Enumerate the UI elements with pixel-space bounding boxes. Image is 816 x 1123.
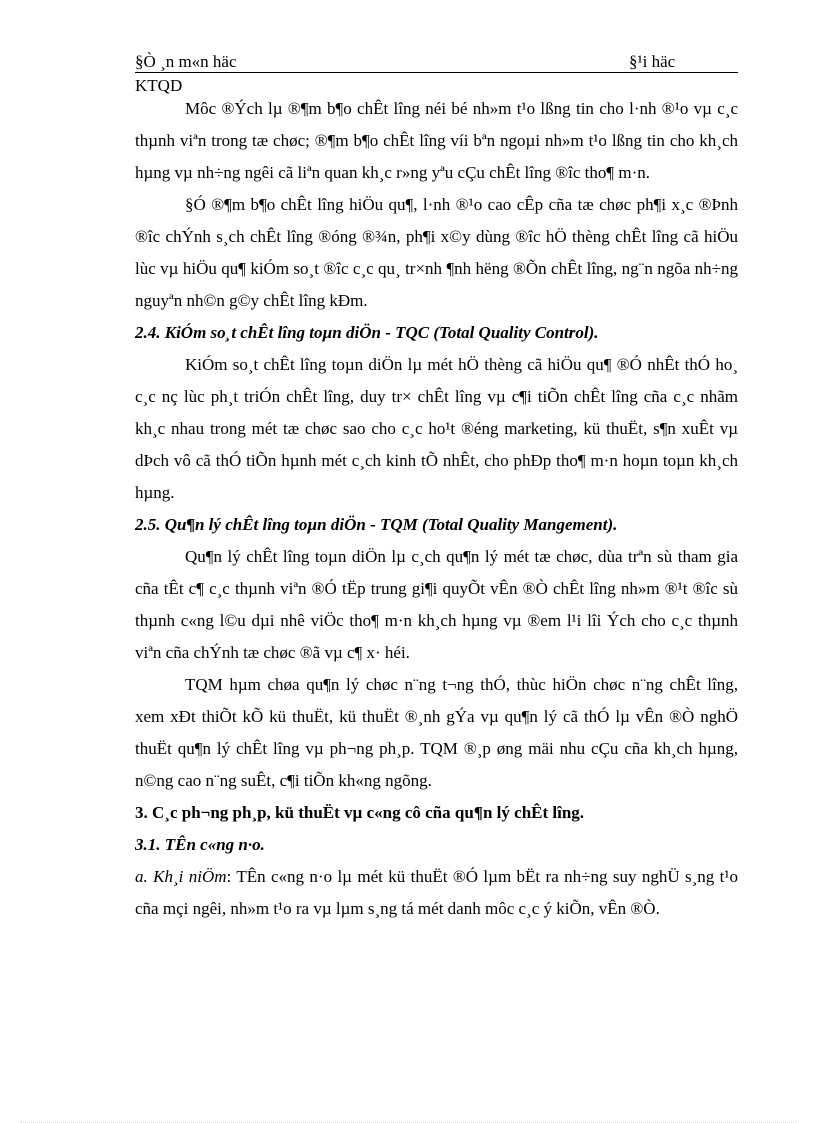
paragraph-tqm-definition: Qu¶n lý chÊt lîng toµn diÖn lµ c¸ch qu¶n lý mét tæ chøc, dùa trªn sù tham gia cña tÊt c¶ c¸c thµnh viªn ®Ó tËp trung gi¶i quyÕt vÊn ®Ò chÊt lîng nh»m ®¹t ®îc sù thµnh c«ng l©u dµi nhê viÖc tho¶ m·n kh¸ch hµng vµ ®em l¹i lîi Ých cho c¸c thµnh viªn cña chÝnh tæ chøc ®ã vµ c¶ x· héi. — [135, 547, 738, 662]
header-right-text: §¹i häc — [629, 52, 676, 71]
paragraph-tqm-scope: TQM hµm chøa qu¶n lý chøc n¨ng t¬ng thÓ, thùc hiÖn chøc n¨ng chÊt lîng, xem xÐt thiÕt kÕ kü thuËt, kü thuËt ®¸nh gÝa vµ qu¶n lý cã thÓ lµ vÊn ®Ò nghÖ thuËt qu¶n lý chÊt lîng vµ ph¬ng ph¸p. TQM ®¸p øng mäi nhu cÇu cña kh¸ch hµng, n©ng cao n¨ng suÊt, c¶i tiÕn kh«ng ngõng. — [135, 675, 738, 790]
definition-text: : TÊn c«ng n·o lµ mét kü thuËt ®Ó lµm bËt ra nh÷ng suy nghÜ s¸ng t¹o cña mçi ngêi, nh»m t¹o ra vµ lµm s¸ng tá mét danh môc c¸c ý kiÕn, vÊn ®Ò. — [135, 867, 738, 918]
header-left-text: §Ò ¸n m«n häc — [135, 52, 237, 71]
heading-2-4: 2.4. KiÓm so¸t chÊt lîng toµn diÖn - TQC (Total Quality Control). — [135, 323, 599, 342]
document-body — [135, 93, 738, 925]
paragraph-leadership: §Ó ®¶m b¶o chÊt lîng hiÖu qu¶, l·nh ®¹o cao cÊp cña tæ chøc ph¶i x¸c ®Þnh ®îc chÝnh s¸ch chÊt lîng ®óng ®¾n, ph¶i x©y dùng ®îc hÖ thèng chÊt lîng cã hiÖu lùc vµ hiÖu qu¶ kiÓm so¸t ®îc c¸c qu¸ tr×nh ¶nh hëng ®Õn chÊt lîng, ng¨n ngõa nh÷ng nguyªn nh©n g©y chÊt lîng kÐm. — [135, 195, 738, 310]
heading-3: 3. C¸c ph¬ng ph¸p, kü thuËt vµ c«ng cô cña qu¶n lý chÊt lîng. — [135, 803, 585, 822]
page-header — [135, 52, 738, 76]
paragraph-purpose: Môc ®Ých lµ ®¶m b¶o chÊt lîng néi bé nh»m t¹o lßng tin cho l·nh ®¹o vµ c¸c thµnh viªn trong tæ chøc; ®¶m b¶o chÊt lîng víi bªn ngoµi nh»m t¹o lßng tin cho kh¸ch hµng vµ nh÷ng ngêi cã liªn quan kh¸c r»ng yªu cÇu chÊt lîng ®îc tho¶ m·n. — [135, 99, 738, 182]
header-rule — [135, 72, 738, 73]
heading-2-5: 2.5. Qu¶n lý chÊt lîng toµn diÖn - TQM (Total Quality Mangement). — [135, 515, 618, 534]
header-sub-text: KTQD — [135, 76, 183, 95]
heading-3-1: 3.1. TÊn c«ng n·o. — [135, 835, 265, 854]
definition-label: a. Kh¸i niÖm — [135, 867, 227, 886]
paragraph-brainstorm-definition — [135, 861, 738, 925]
paragraph-tqc: KiÓm so¸t chÊt lîng toµn diÖn lµ mét hÖ thèng cã hiÖu qu¶ ®Ó nhÊt thÓ ho¸ c¸c nç lùc ph¸t triÓn chÊt lîng, duy tr× chÊt lîng vµ c¶i tiÕn chÊt lîng cña c¸c nhãm kh¸c nhau trong mét tæ chøc sao cho c¸c ho¹t ®éng marketing, kü thuËt, s¶n xuÊt vµ dÞch vô cã thÓ tiÕn hµnh mét c¸ch kinh tÕ nhÊt, cho phÐp tho¶ m·n hoµn toµn kh¸ch hµng. — [135, 355, 738, 502]
